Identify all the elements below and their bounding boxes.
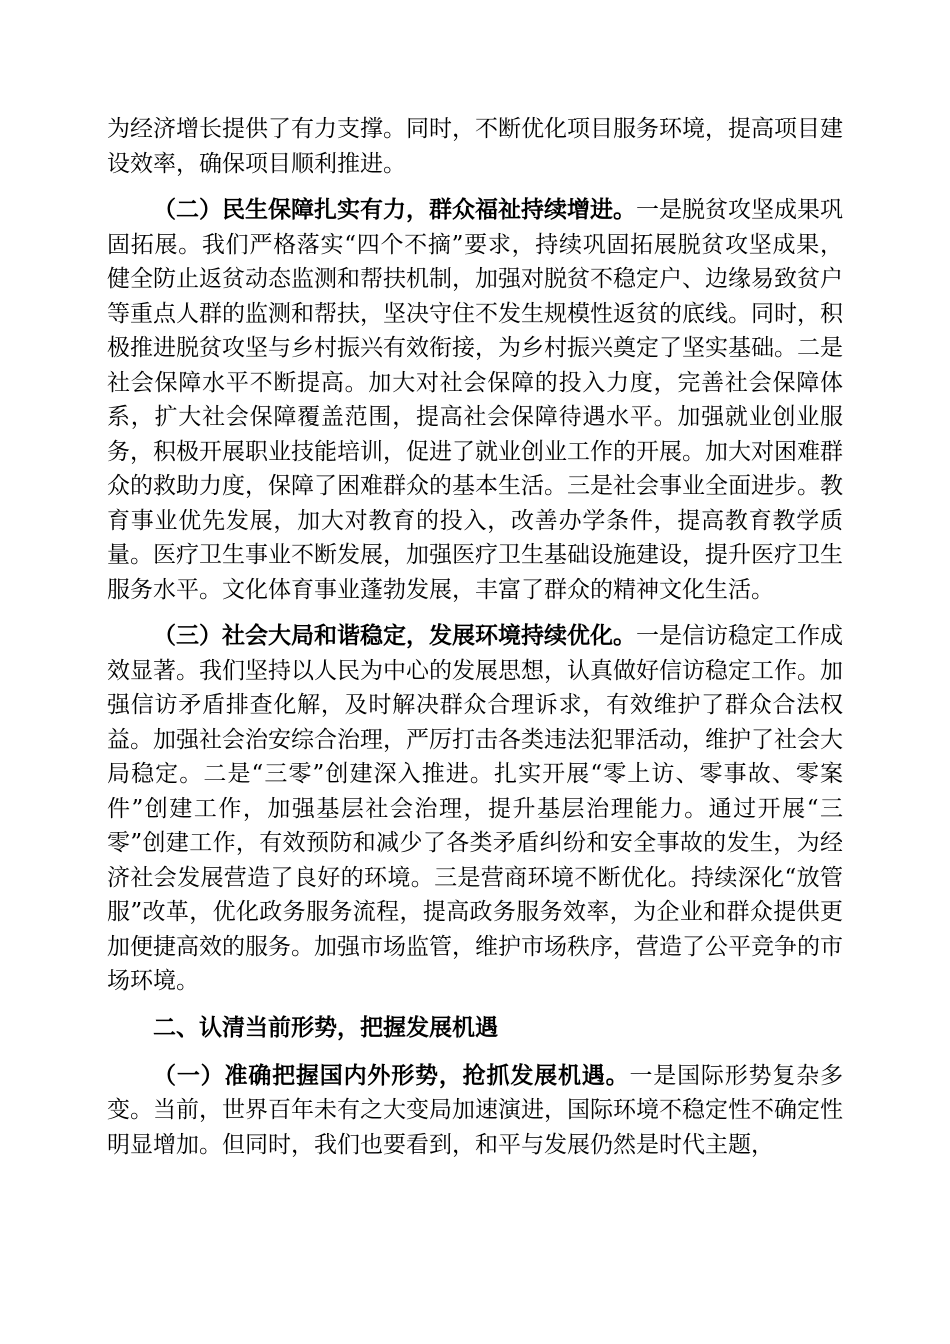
paragraph-continuation <box>107 112 843 181</box>
paragraph-body: 一是脱贫攻坚成果巩固拓展。我们严格落实“四个不摘”要求，持续巩固拓展脱贫攻坚成果，健全防止返贫动态监测和帮扶机制，加强对脱贫不稳定户、边缘易致贫户等重点人群的监测和帮扶，坚决守住不发生规模性返贫的底线。同时，积极推进脱贫攻坚与乡村振兴有效衔接，为乡村振兴奠定了坚实基础。二是社会保障水平不断提高。加大对社会保障的投入力度，完善社会保障体系，扩大社会保障覆盖范围，提高社会保障待遇水平。加强就业创业服务，积极开展职业技能培训，促进了就业创业工作的开展。加大对困难群众的救助力度，保障了困难群众的基本生活。三是社会事业全面进步。教育事业优先发展，加大对教育的投入，改善办学条件，提高教育教学质量。医疗卫生事业不断发展，加强医疗卫生基础设施建设，提升医疗卫生服务水平。文化体育事业蓬勃发展，丰富了群众的精神文化生活。 <box>107 197 843 603</box>
paragraph-body: 为经济增长提供了有力支撑。同时，不断优化项目服务环境，提高项目建设效率，确保项目顺利推进。 <box>107 116 843 177</box>
section-title: 二、认清当前形势，把握发展机遇 <box>153 1014 498 1041</box>
paragraph-body: 一是信访稳定工作成效显著。我们坚持以人民为中心的发展思想，认真做好信访稳定工作。加强信访矛盾排查化解，及时解决群众合理诉求，有效维护了群众合法权益。加强社会治安综合治理，严厉打击各类违法犯罪活动，维护了社会大局稳定。二是“三零”创建深入推进。扎实开展“零上访、零事故、零案件”创建工作，加强基层社会治理，提升基层治理能力。通过开展“三零”创建工作，有效预防和减少了各类矛盾纠纷和安全事故的发生，为经济社会发展营造了良好的环境。三是营商环境不断优化。持续深化“放管服”改革，优化政务服务流程，提高政务服务效率，为企业和群众提供更加便捷高效的服务。加强市场监管，维护市场秩序，营造了公平竞争的市场环境。 <box>107 623 843 994</box>
paragraph-heading: （二）民生保障扎实有力，群众福祉持续增进。 <box>153 196 636 223</box>
paragraph-body: 一是国际形势复杂多变。当前，世界百年未有之大变局加速演进，国际环境不稳定性不确定性明显增加。但同时，我们也要看到，和平与发展仍然是时代主题， <box>107 1062 844 1158</box>
paragraph-heading: （一）准确把握国内外形势，抢抓发展机遇。 <box>153 1061 630 1089</box>
paragraph-livelihood <box>107 193 843 607</box>
paragraph-stability <box>107 619 843 999</box>
paragraph-heading: （三）社会大局和谐稳定，发展环境持续优化。 <box>153 622 636 649</box>
paragraph-situation <box>107 1059 843 1163</box>
